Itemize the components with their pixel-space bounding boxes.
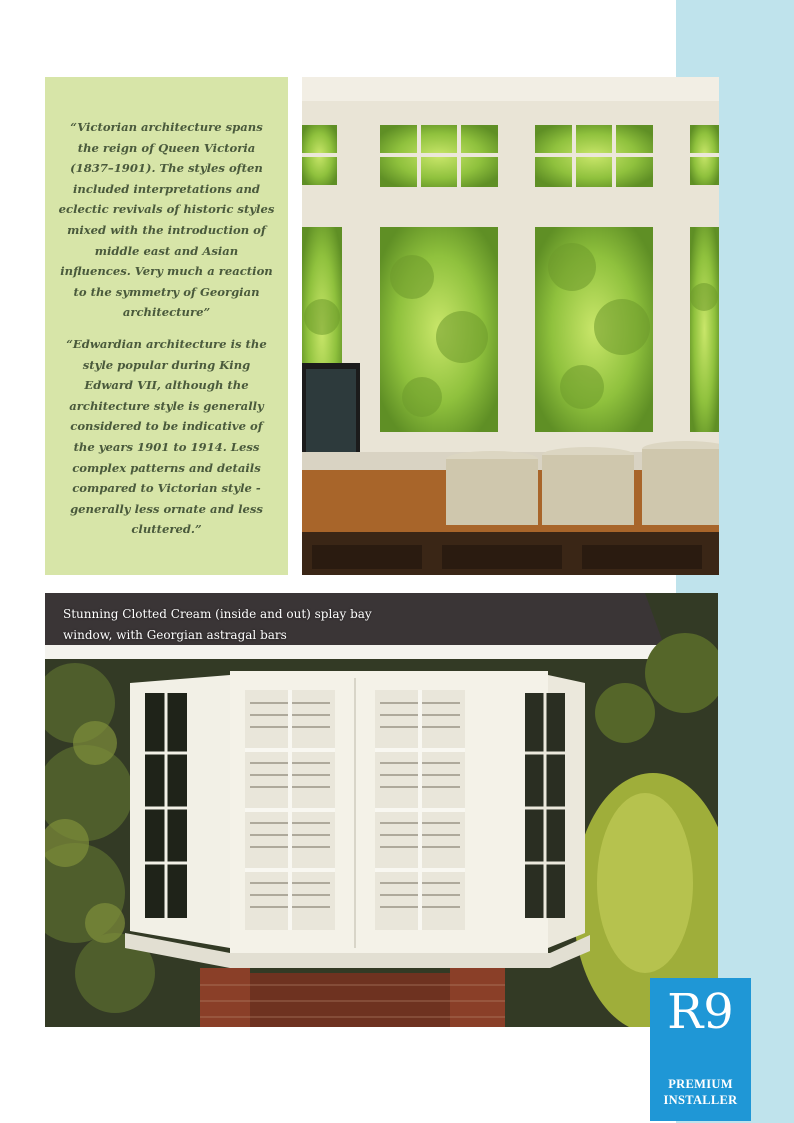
- bay-window-photo: [45, 593, 718, 1027]
- photo-caption: Stunning Clotted Cream (inside and out) splay bay window, with Georgian astragal bars: [63, 607, 372, 642]
- badge-installer-label: INSTALLER: [663, 1093, 738, 1107]
- badge-premium-label: PREMIUM: [668, 1077, 733, 1091]
- r9-logo-mark: R9: [667, 984, 734, 1040]
- r9-premium-installer-badge: [650, 978, 751, 1121]
- edwardian-quote: “Edwardian architecture is the style popular during King Edward VII, although the architecture style is generally considered to be indicative of the years 1901 to 1914. Less complex patterns and details compared to Victorian style - generally less ornate and less cluttered.”: [66, 337, 267, 537]
- interior-window-photo: [302, 77, 719, 575]
- victorian-quote: “Victorian architecture spans the reign of Queen Victoria (1837–1901). The styles often included interpretations and eclectic revivals of historic styles mixed with the introduction of middle east and Asian influences. Very much a reaction to the symmetry of Georgian architecture”: [58, 120, 275, 320]
